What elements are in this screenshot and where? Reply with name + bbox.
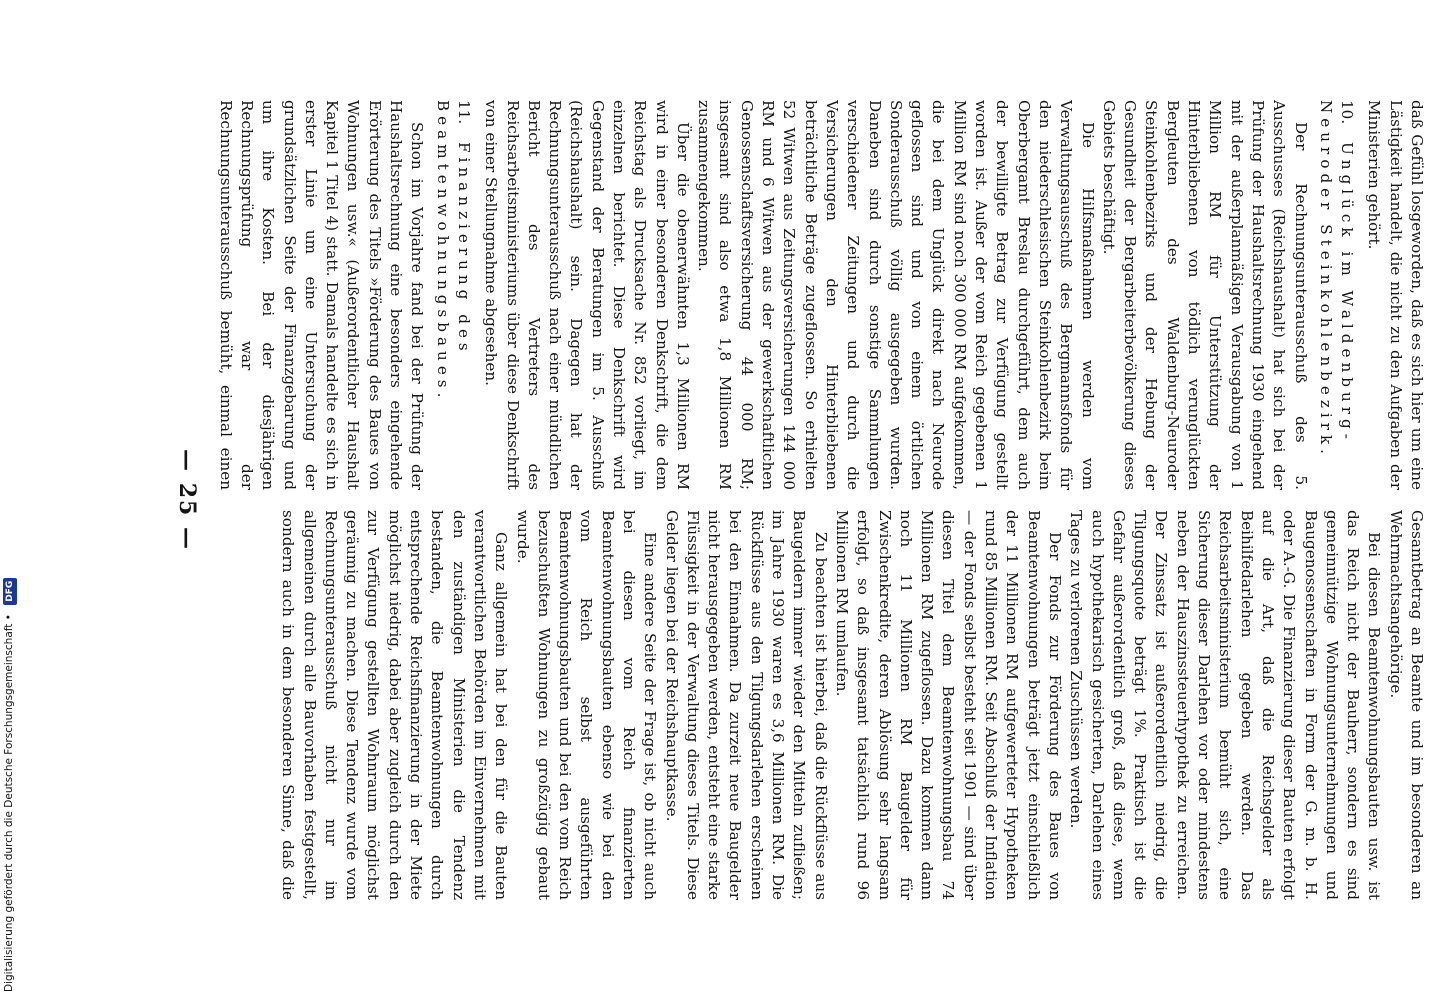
paragraph: Der Fonds zur Förderung des Baues von Beamtenwohnungen beträgt jetzt einschließlich der 11 Millionen RM aufgewerteter Hypotheken rund 85 Millionen RM. Seit Abschluß der Inflation — der Fonds selbst besteht seit 1901 — sind über diesen Titel dem Beamtenwohnungsbau 74 Millionen RM zugeflossen. Dazu kommen dann noch 11 Millionen RM Baugelder für Zwischenkredite, deren Ablösung sehr langsam erfolgt, so daß insgesamt tatsächlich rund 96 Millionen RM umlaufen. <box>832 510 1064 900</box>
digitization-footer <box>2 582 16 992</box>
paragraph: Über die obenerwähnten 1,3 Millionen RM wird in einer besonderen Denkschrift, die dem Reichstag als Drucksache Nr. 852 vorliegt, im einzelnen berichtet. Diese Denkschrift wird Gegenstand der Beratungen im 5. Ausschuß (Reichshaushalt) sein. Dagegen hat der Rechnungsunterausschuß nach einer mündlichen Bericht des Vertreters des Reichsarbeitsministeriums über diese Denkschrift von einer Stellungnahme abgesehen. <box>482 100 692 490</box>
paragraph: daß Gefühl losgeworden, daß es sich hier um eine Lästigkeit handelt, die nicht zu den Aufgaben der Ministerien gehört. <box>1365 100 1426 490</box>
paragraph: Schon im Vorjahre fand bei der Prüfung der Haushaltsrechnung eine besonders eingehende Erörterung des Titels »Förderung des Baues von Wohnungen usw.« (Außerordentlicher Haushalt Kapitel 1 Titel 4) statt. Damals handelte es sich in erster Linie um eine Untersuchung der grundsätzlichen Seite der Finanzgebarung und um ihre Kosten. Bei der diesjährigen Rechnungsprüfung war der Rechnungsunterausschuß bemüht, einmal einen <box>217 100 427 490</box>
section-heading <box>1315 100 1358 490</box>
footer-credit: Digitalisierung gefördert durch die Deutsche Forschungsgemeinschaft • <box>3 614 15 992</box>
section-title: Unglück im Waldenburg-Neuroder Steinkohlenbezirk. <box>1316 100 1357 460</box>
paragraph: Bei diesen Beamtenwohnungsbauten usw. ist das Reich nicht der Bauherr, sondern es sind gemeinnützige Wohnungsunternehmungen und Baugenossenschaften in Form der G. m. b. H. oder A.-G. Die Finanzierung dieser Bauten erfolgt auf die Art, daß die Reichsgelder als Beihilfedarlehen gegeben werden. Das Reichsarbeitsministerium bemüht sich, eine Sicherung dieser Darlehen vor oder mindestens neben der Hauszinssteuerhypothek zu erreichen. Der Zinssatz ist außerordentlich niedrig, die Tilgungsquote beträgt 1%. Praktisch ist die Gefahr außerordentlich groß, daß diese, wenn auch hypothekarisch gesicherten, Darlehen eines Tages zu verlorenen Zuschüssen werden. <box>1067 510 1384 900</box>
left-text-column <box>217 100 1427 490</box>
paragraph: Der Rechnungsunterausschuß des 5. Ausschusses (Reichshaushalt) hat sich bei der Prüfung der Haushaltsrechnung 1930 eingehend mit der außerplanmäßigen Verausgabung von 1 Million RM für Unterstützung der Hinterbliebenen von tödlich verunglückten Bergleuten des Waldenburg-Neuroder Steinkohlenbezirks und der Hebung der Gesundheit der Bergarbeiterbevölkerung dieses Gebiets beschäftigt. <box>1099 100 1310 490</box>
section-number: 10. <box>1338 100 1357 125</box>
paragraph: Eine andere Seite der Frage ist, ob nicht auch bei diesen vom Reich finanzierten Beamtenwohnungsbauten ebenso wie bei den vom Reich selbst ausgeführten Beamtenwohnungsbauten und bei den vom Reich bezuschußten Wohnungen zu großzügig gebaut wurde. <box>513 510 660 900</box>
section-title: Finanzierung des Beamtenwohnungsbaues. <box>433 100 473 403</box>
page-number: — 25 — <box>174 449 200 551</box>
paragraph: Die Hilfsmaßnahmen werden vom Verwaltungsausschuß des Bergmannsfonds für den niederschlesischen Steinkohlenbezirk beim Oberbergamt Breslau durchgeführt, dem auch der bewilligte Betrag zur Verfügung gestellt worden ist. Außer der vom Reich gegebenen 1 Million RM sind noch 300 000 RM aufgekommen, die bei dem Unglück direkt nach Neurode geflossen sind und von einem örtlichen Sonderausschuß völlig ausgegeben wurden. Daneben sind durch sonstige Sammlungen verschiedener Zeitungen und durch die Versicherungen den Hinterbliebenen beträchtliche Beträge zugeflossen. So erhielten 52 Witwen aus Zeitungsversicherungen 144 000 RM und 6 Witwen aus der gewerkschaftlichen Genossenschaftsversicherung 44 000 RM; insgesamt sind also etwa 1,8 Millionen RM zusammengekommen. <box>695 100 1097 490</box>
paragraph: Ganz allgemein hat bei den für die Bauten verantwortlichen Behörden im Einvernehmen mit den zuständigen Ministerien die Tendenz bestanden, die Beamtenwohnungen durch entsprechende Reichsfinanzierung in der Miete möglichst niedrig, dabei aber zugleich durch den zur Verfügung gestellten Wohnraum möglichst geräumig zu machen. Diese Tendenz wurde vom Rechnungsunterausschuß nicht nur im allgemeinen durch alle Bauvorhaben festgestellt, sondern auch in dem besonderen Sinne, daß die <box>279 510 511 900</box>
right-text-column <box>277 510 1427 900</box>
paragraph: Gesamtbetrag an Beamte und im besonderen an Wehrmachtsangehörige. <box>1386 510 1426 900</box>
section-heading <box>431 100 474 490</box>
section-number: 11. <box>454 100 473 125</box>
paragraph: Zu beachten ist hierbei, daß die Rückflüsse aus Baugeldern immer wieder den Mitteln zufließen; im Jahre 1930 waren es 3,6 Millionen RM. Die Rückflüsse aus den Tilgungsdarlehen erscheinen bei den Einnahmen. Da zurzeit neue Baugelder nicht herausgegeben werden, entsteht eine starke Flüssigkeit in der Verwaltung dieses Titels. Diese Gelder liegen bei der Reichshauptkasse. <box>662 510 830 900</box>
dfg-logo: DFG <box>3 578 17 605</box>
